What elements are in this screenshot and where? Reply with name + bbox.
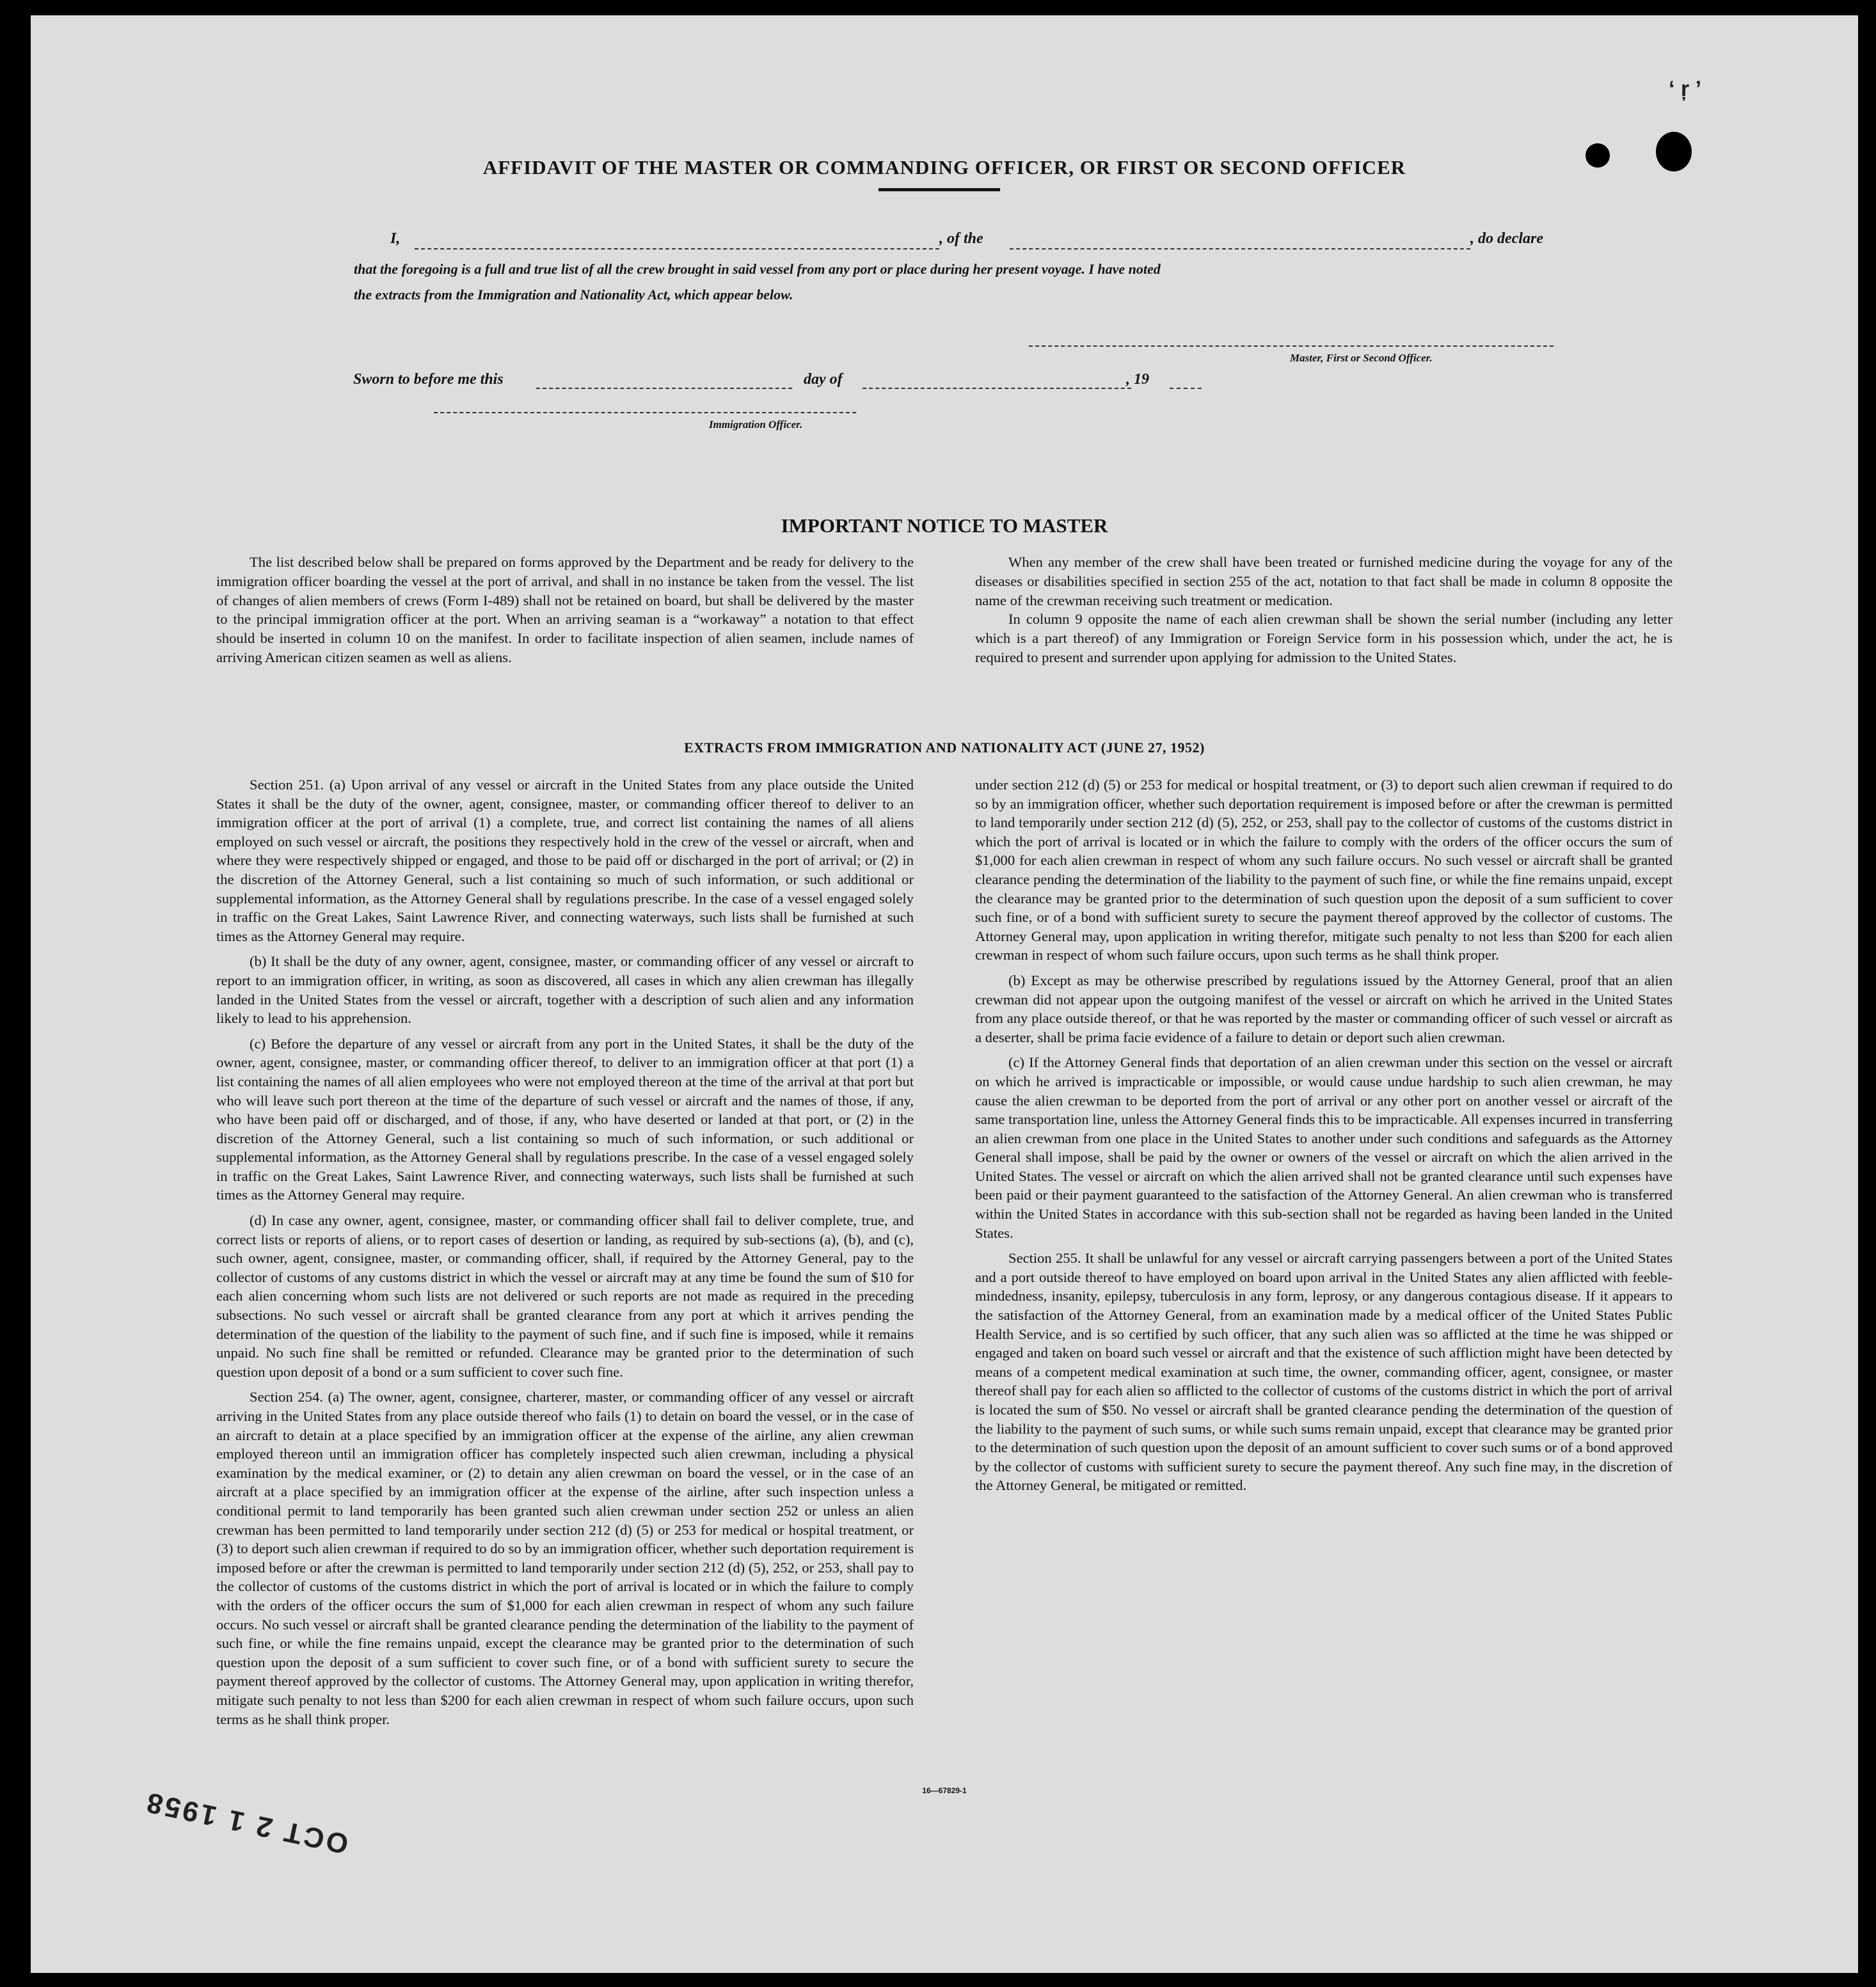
- year-blank: [1170, 388, 1202, 389]
- title-underline: [878, 188, 1000, 191]
- form-number: 16—67829-1: [922, 1786, 967, 1795]
- name-blank: [415, 248, 939, 249]
- day-blank: [536, 388, 792, 389]
- section-254b: (b) Except as may be otherwise prescribed by regulations issued by the Attorney General, proof that an alien crewman did not appear upon the outgoing manifest of the vessel or aircraft on which he arrived in the United States from any place outside thereof, or that he was reported by the master or commanding officer of such vessel or aircraft as a deserter, shall be prima facie evidence of a failure to detain or deport such alien crewman.: [975, 972, 1673, 1045]
- section-251a: Section 251. (a) Upon arrival of any vessel or aircraft in the United States from any place outside the United States it shall be the duty of the owner, agent, consignee, master, or commanding officer thereof to deliver to an immigration officer at the port of arrival (1) a complete, true, and correct list containing the names of all aliens employed on such vessel or aircraft, the positions they respectively hold in the crew of the vessel or aircraft, when and where they were respectively shipped or engaged, and those to be paid off or discharged in the port of arrival; or (2) in the discretion of the Attorney General, such a list containing so much of such information, or such additional or supplemental information, as the Attorney General shall by regulations prescribe. In the case of a vessel engaged solely in traffic on the Great Lakes, Saint Lawrence River, and connecting waterways, such lists shall be furnished at such times as the Attorney General may require.: [216, 777, 914, 944]
- extracts-right-column: [975, 775, 1673, 1501]
- date-stamp: OCT 2 1 1958: [141, 1785, 351, 1860]
- officer-signature-label: Immigration Officer.: [709, 418, 803, 431]
- extracts-title: EXTRACTS FROM IMMIGRATION AND NATIONALITY ACT (JUNE 27, 1952): [684, 740, 1205, 756]
- year-label: , 19: [1126, 371, 1149, 388]
- affidavit-title: AFFIDAVIT OF THE MASTER OR COMMANDING OFFICER, OR FIRST OR SECOND OFFICER: [482, 156, 1406, 178]
- section-251c: (c) Before the departure of any vessel or aircraft from any port in the United States, it shall be the duty of the owner, agent, consignee, master, or commanding officer thereof, to deliver to an immigration officer at that port (1) a list containing the names of all alien employees who were not employed thereon at the time of the arrival at that port but who will leave such port thereon at the time of the departure of such vessel or aircraft and the names of those, if any, who have been paid off or discharged, and of those, if any, who have deserted or landed at that port, or (2) in the discretion of the Attorney General, such a list containing so much of such information, or such additional or supplemental information, as the Attorney General shall by regulations prescribe. In the case of a vessel engaged solely in traffic on the Great Lakes, Saint Lawrence River, and connecting waterways, such lists shall be furnished at such times as the Attorney General may require.: [216, 1035, 914, 1203]
- notice-left-text: The list described below shall be prepared on forms approved by the Department and be ready for delivery to the immigration officer boarding the vessel at the port of arrival, and shall in no instance be taken from the vessel. The list of changes of alien members of crews (Form I-489) shall not be retained on board, but shall be delivered by the master to the principal immigration officer at the port. When an arriving seaman is a “workaway” a notation to that effect should be inserted in column 10 on the manifest. In order to facilitate inspection of alien seamen, include names of arriving American citizen seamen as well as aliens.: [216, 554, 914, 665]
- do-declare-label: , do declare: [1470, 230, 1543, 247]
- section-254c: (c) If the Attorney General finds that deportation of an alien crewman under this section on the vessel or aircraft on which he arrived is impracticable or impossible, or would cause undue hardship to such alien crewman, he may cause the alien crewman to be deported from the port of arrival or any other port on another vessel or aircraft of the same transportation line, unless the Attorney General finds this to be impracticable. All expenses incurred in transferring an alien crewman from one place in the United States to another under such conditions and safeguards as the Attorney General shall impose, shall be paid by the owner or owners of the vessel or aircraft on which the alien arrived in the United States. The vessel or aircraft on which the alien arrived shall not be granted clearance until such expenses have been paid or their payment guaranteed to the satisfaction of the Attorney General. An alien crewman who is transferred within the United States in accordance with this sub-section shall not be regarded as having been landed in the United States.: [975, 1054, 1673, 1241]
- section-254a-continued: under section 212 (d) (5) or 253 for medical or hospital treatment, or (3) to deport such alien crewman if required to do so by an immigration officer, whether such deportation requirement is imposed before or after the crewman is permitted to land temporarily under section 212 (d) (5), 252, or 253, shall pay to the collector of customs of the customs district in which the port of arrival is located or in which the failure to comply with the orders of the officer occurs the sum of $1,000 for each alien crewman in respect of whom any such failure occurs. No such vessel or aircraft shall be granted clearance pending the determination of the liability to the payment of such fine, or while the fine remains unpaid, except the clearance may be granted prior to the determination of such question upon the deposit of a sum sufficient to cover such fine, or of a bond with sufficient surety to secure the payment thereof approved by the collector of customs. The Attorney General may, upon application in writing therefor, mitigate such penalty to not less than $200 for each alien crewman in respect of whom such failure occurs, upon such terms as he shall think proper.: [975, 777, 1673, 963]
- declaration-statement-2: the extracts from the Immigration and Nationality Act, which appear below.: [354, 287, 793, 303]
- section-251d: (d) In case any owner, agent, consignee, master, or commanding officer shall fail to deliver complete, true, and correct lists or reports of aliens, or to report cases of desertion or landing, as required by sub-sections (a), (b), and (c), such owner, agent, consignee, master, or commanding officer, shall, if required by the Attorney General, pay to the collector of customs of any customs district in which the vessel or aircraft may at any time be found the sum of $10 for each alien concerning whom such lists are not delivered or such reports are not made as required in the preceding subsections. No such vessel or aircraft shall be granted clearance from any port at which it arrives pending the determination of the question of the liability to the payment of such fine, and if such fine is imposed, while it remains unpaid. No such fine shall be remitted or refunded. Clearance may be granted prior to the determination of such question upon deposit of a bond or a sum sufficient to cover such fine.: [216, 1212, 914, 1380]
- notice-right-text-2: In column 9 opposite the name of each alien crewman shall be shown the serial number (including any letter which is a part thereof) of any Immigration or Foreign Service form in his possession which, under the act, he is required to present and surrender upon applying for admission to the United States.: [975, 611, 1673, 665]
- notice-left-paragraph: [216, 553, 914, 667]
- master-signature-label: Master, First or Second Officer.: [1290, 352, 1433, 364]
- month-blank: [862, 388, 1131, 389]
- section-251b: (b) It shall be the duty of any owner, agent, consignee, master, or commanding officer of any vessel or aircraft to report to an immigration officer, in writing, as soon as discovered, all cases in which any alien crewman has illegally landed in the United States from the vessel or aircraft, together with a description of such alien and any information likely to lead to his apprehension.: [216, 953, 914, 1027]
- extracts-left-column: [216, 775, 914, 1727]
- day-of-label: day of: [804, 371, 843, 388]
- vessel-blank: [1010, 248, 1470, 249]
- notice-title: IMPORTANT NOTICE TO MASTER: [781, 514, 1108, 537]
- master-signature-line: [1029, 345, 1554, 347]
- section-254a: Section 254. (a) The owner, agent, consignee, charterer, master, or commanding officer of any vessel or aircraft arriving in the United States from any place outside thereof who fails (1) to detain on board the vessel, or in the case of an aircraft to detain at a place specified by an immigration officer at the expense of the airline, any alien crewman employed thereon until an immigration officer has completely inspected such alien crewman, including a physical examination by the medical examiner, or (2) to detain any alien crewman on board the vessel, or in the case of an aircraft at a place specified by an immigration officer at the expense of the airline, after such inspection unless a conditional permit to land temporarily has been granted such alien crewman under section 252 or unless an alien crewman has been permitted to land temporarily under section 212 (d) (5) or 253 for medical or hospital treatment, or (3) to deport such alien crewman if required to do so by an immigration officer, whether such deportation requirement is imposed before or after the crewman is permitted to land temporarily under section 212 (d) (5), 252, or 253, shall pay to the collector of customs of the customs district in which the port of arrival is located or in which the failure to comply with the orders of the officer occurs the sum of $1,000 for each alien crewman in respect of whom any such failure occurs. No such vessel or aircraft shall be granted clearance pending the determination of the liability to the payment of such fine, or while the fine remains unpaid, except the clearance may be granted prior to the determination of such question upon the deposit of a sum sufficient to cover such fine, or of a bond with sufficient surety to secure the payment thereof approved by the collector of customs. The Attorney General may, upon application in writing therefor, mitigate such penalty to not less than $200 for each alien crewman in respect of whom such failure occurs, upon such terms as he shall think proper.: [216, 1389, 914, 1727]
- corner-marks: ‘ ŗ ’: [1669, 77, 1702, 101]
- of-the-label: , of the: [939, 230, 983, 247]
- sworn-label: Sworn to before me this: [353, 371, 504, 388]
- i-label: I,: [390, 230, 401, 247]
- notice-right-paragraphs: [975, 553, 1673, 667]
- document-page: [31, 15, 1858, 1973]
- declaration-statement-1: that the foregoing is a full and true list of all the crew brought in said vessel from any port or place during her present voyage. I have noted: [354, 261, 1161, 277]
- notice-right-text-1: When any member of the crew shall have been treated or furnished medicine during the voyage for any of the diseases or disabilities specified in section 255 of the act, notation to that fact shall be made in column 8 opposite the name of the crewman receiving such treatment or medication.: [975, 554, 1673, 608]
- officer-signature-line: [434, 412, 856, 413]
- section-255: Section 255. It shall be unlawful for any vessel or aircraft carrying passengers between a port of the United States and a port outside thereof to have employed on board upon arrival in the United States any alien afflicted with feeble-mindedness, insanity, epilepsy, tuberculosis in any form, leprosy, or any dangerous contagious disease. If it appears to the satisfaction of the Attorney General, from an examination made by a medical officer of the United States Public Health Service, and is so certified by such officer, that any such alien was so afflicted at the time he was shipped or engaged and taken on board such vessel or aircraft and that the existence of such affliction might have been detected by means of a competent medical examination at such time, the owner, commanding officer, agent, consignee, or master thereof shall pay for each alien so afflicted to the collector of customs of the customs district in which the port of arrival is located the sum of $50. No vessel or aircraft shall be granted clearance pending the determination of the question of the liability to the payment of such sums, or while such sums remain unpaid, except that clearance may be granted prior to the determination of such question upon the deposit of an amount sufficient to cover such sums or of a bond approved by the collector of customs with sufficient surety to secure the payment thereof. Any such fine may, in the discretion of the Attorney General, be mitigated or remitted.: [975, 1250, 1673, 1494]
